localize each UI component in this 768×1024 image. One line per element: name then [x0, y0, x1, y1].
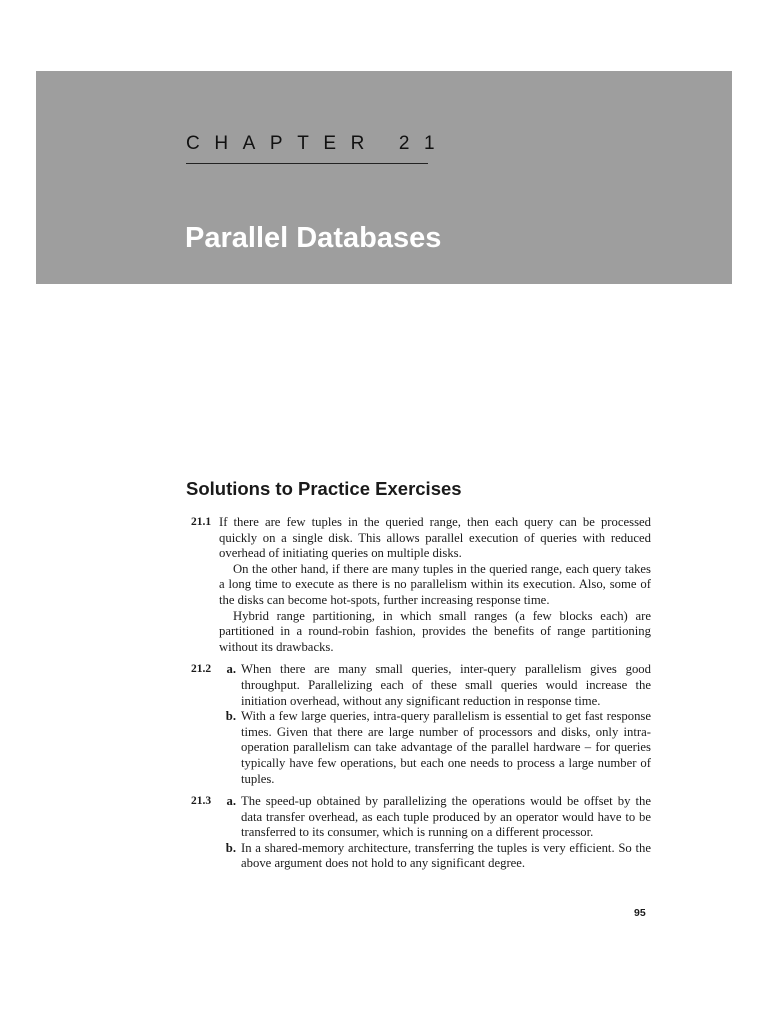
- exercise-part-a: [219, 662, 651, 709]
- exercise-part-b: [219, 841, 651, 872]
- exercise-paragraph: On the other hand, if there are many tuples in the queried range, each query takes a long time to execute as there is no parallelism within its execution. Also, some of the disks can become hot-spots, further increasing response time.: [219, 561, 651, 607]
- exercise-body: [219, 662, 651, 787]
- chapter-label: CHAPTER 21: [186, 133, 450, 154]
- part-text: The speed-up obtained by parallelizing the operations would be offset by the data transfer overhead, as each tuple produced by an operator would have to be transferred to its consumer, which is running on a different processor.: [241, 794, 651, 840]
- exercise-list: [186, 515, 651, 879]
- chapter-title: Parallel Databases: [185, 222, 442, 254]
- exercise-body: [219, 515, 651, 655]
- exercise-number: 21.2: [191, 663, 212, 676]
- part-letter: b.: [225, 840, 236, 855]
- part-text: When there are many small queries, inter-query parallelism gives good throughput. Parallelizing each of these small queries would increase the initiation overhead, without any significant reduction in response time.: [241, 662, 651, 708]
- exercise-part-a: [219, 794, 651, 841]
- part-letter: a.: [226, 794, 236, 809]
- exercise-21-1: [186, 515, 651, 655]
- exercise-part-b: [219, 709, 651, 787]
- exercise-body: [219, 794, 651, 872]
- exercise-paragraph: Hybrid range partitioning, in which small ranges (a few blocks each) are partitioned in a round-robin fashion, provides the benefits of range partitioning without its drawbacks.: [219, 608, 651, 654]
- part-text: With a few large queries, intra-query parallelism is essential to get fast response times. Given that there are large number of processors and disks, only intra-operation parallelism can take advantage of the parallel hardware – for queries typically have few operations, but each one needs to process a large number of tuples.: [241, 709, 651, 786]
- exercise-number: 21.1: [191, 516, 212, 528]
- section-heading: Solutions to Practice Exercises: [186, 478, 462, 499]
- exercise-number: 21.3: [191, 795, 212, 808]
- exercise-21-2: [186, 662, 651, 787]
- exercise-21-3: [186, 794, 651, 872]
- part-text: In a shared-memory architecture, transferring the tuples is very efficient. So the above argument does not hold to any significant degree.: [241, 840, 651, 871]
- page-number: 95: [634, 907, 646, 919]
- part-letter: a.: [226, 662, 236, 677]
- chapter-rule: [186, 163, 428, 164]
- part-letter: b.: [225, 709, 236, 724]
- exercise-paragraph: If there are few tuples in the queried range, then each query can be processed quickly on a single disk. This allows parallel execution of queries with reduced overhead of initiating queries on multiple disks.: [219, 515, 651, 561]
